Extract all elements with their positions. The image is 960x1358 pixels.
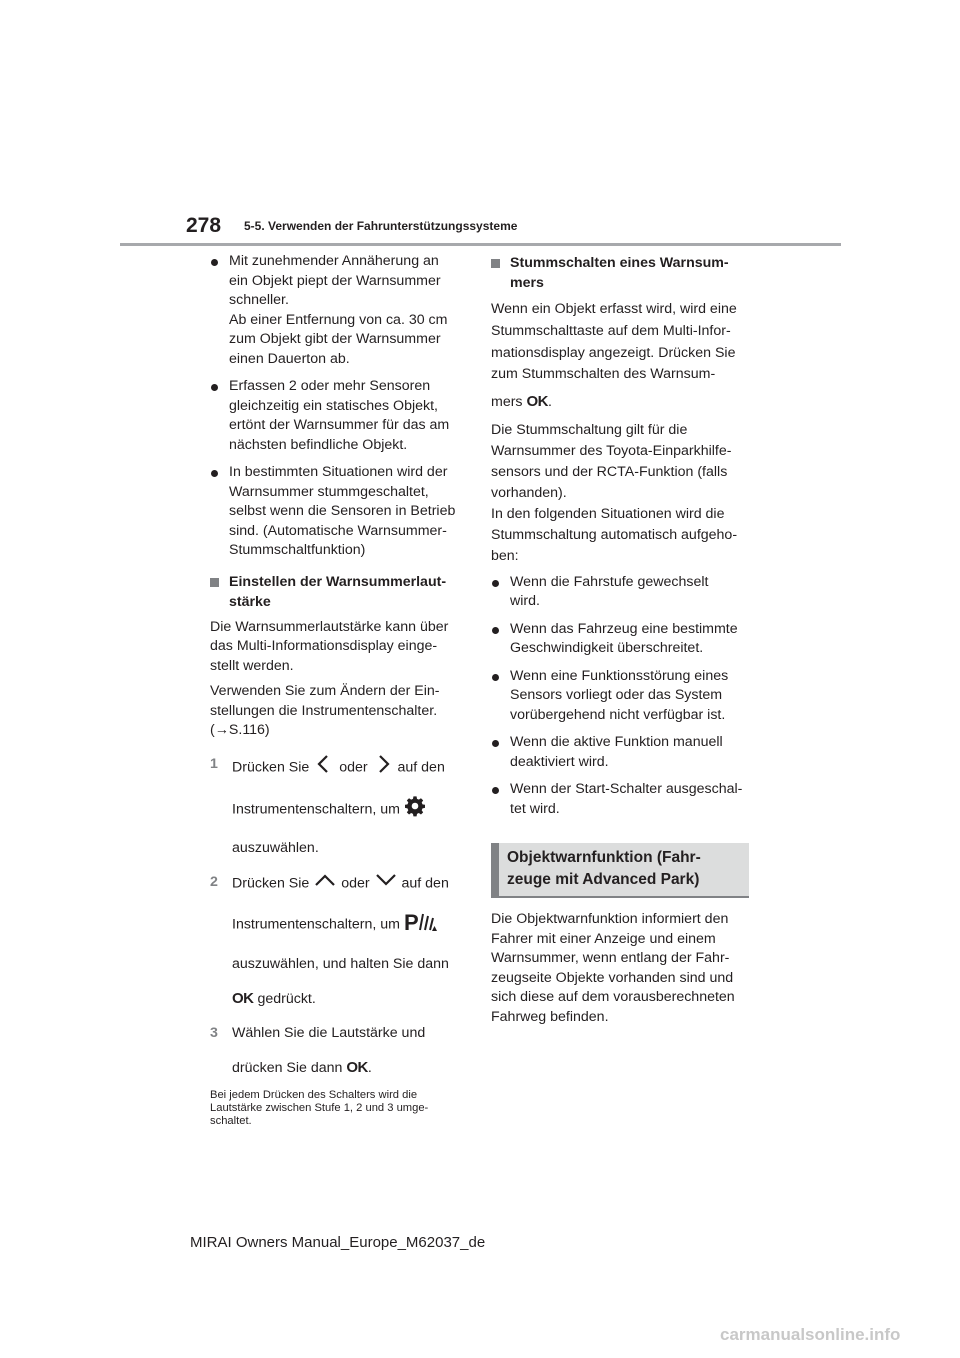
step-1: 1 Drücken Sie oder auf den Instrumentenschaltern, um auszuwählen. bbox=[210, 753, 465, 859]
bullet-dot bbox=[492, 787, 499, 794]
bullet-item: Wenn der Start-Schalter ausgeschal- tet wird. bbox=[491, 780, 749, 819]
ok-button-icon: OK bbox=[526, 393, 548, 411]
bullet-item: Mit zunehmender Annäherung an ein Objekt piept der Warnsummer schneller. Ab einer Entfernung von ca. 30 cm zum Objekt gibt der Warnsummer einen Dauerton ab. bbox=[210, 252, 465, 369]
bullet-dot bbox=[211, 259, 218, 266]
gear-icon bbox=[404, 795, 426, 824]
step-number: 1 bbox=[210, 755, 218, 772]
step-number: 3 bbox=[210, 1024, 218, 1041]
bullet-dot bbox=[211, 470, 218, 477]
watermark: carmanualsonline.info bbox=[720, 1325, 901, 1344]
bullet-item: Wenn eine Funktionsstörung eines Sensors vorliegt oder das System vorübergehend nicht verfügbar ist. bbox=[491, 667, 749, 726]
bullet-dot bbox=[492, 740, 499, 747]
right-column bbox=[491, 252, 749, 1033]
chevron-right-icon bbox=[372, 753, 394, 782]
ok-button-icon: OK bbox=[346, 1058, 368, 1076]
paragraph: Die Stummschaltung gilt für die Warnsummer des Toyota-Einparkhilfe- sensors und der RCTA-Funktion (falls vorhanden). In den folgenden Situationen wird die Stummschaltung automatisch aufgeho- ben: bbox=[491, 421, 738, 564]
subheading-mute: Stummschalten eines Warnsum- mers bbox=[491, 253, 749, 293]
bullet-dot bbox=[492, 580, 499, 587]
paragraph: Wenn ein Objekt erfasst wird, wird eine Stummschalttaste auf dem Multi-Infor- mationsdisplay angezeigt. Drücken Sie zum Stummschalten des Warnsum- mers OK. bbox=[491, 301, 737, 411]
square-bullet-icon bbox=[491, 259, 500, 268]
chevron-down-icon bbox=[374, 871, 398, 896]
note-text: Bei jedem Drücken des Schalters wird die Lautstärke zwischen Stufe 1, 2 und 3 umge- schaltet. bbox=[210, 1088, 429, 1127]
section-title: 5-5. Verwenden der Fahrunterstützungssysteme bbox=[244, 219, 518, 233]
parking-sensor-icon bbox=[404, 909, 438, 940]
page-number: 278 bbox=[186, 214, 222, 237]
paragraph: Die Objektwarnfunktion informiert den Fahrer mit einer Anzeige und einem Warnsummer, wenn entlang der Fahr- zeugseite Objekte vorhanden sind und sich diese auf dem vorausberechneten Fahrweg befinden. bbox=[491, 911, 735, 1025]
bullet-item: Wenn die Fahrstufe gewechselt wird. bbox=[491, 573, 749, 612]
square-bullet-icon bbox=[210, 578, 219, 587]
paragraph: Die Warnsummerlautstärke kann über das Multi-Informationsdisplay einge- stellt werden. bbox=[210, 618, 449, 674]
footer-text: MIRAI Owners Manual_Europe_M62037_de bbox=[190, 1234, 486, 1251]
left-column bbox=[210, 252, 465, 1128]
bullet-item: Wenn die aktive Funktion manuell deaktiviert wird. bbox=[491, 733, 749, 772]
ok-button-icon: OK bbox=[232, 989, 254, 1007]
step-2: 2 Drücken Sie oder auf den Instrumentenschaltern, um P auszuwählen, und halten Sie dann OK gedrückt. bbox=[210, 871, 465, 1010]
chevron-up-icon bbox=[313, 871, 337, 896]
bullet-item: In bestimmten Situationen wird der Warnsummer stummgeschaltet, selbst wenn die Sensoren in Betrieb sind. (Automatische Warnsummer- Stummschaltfunktion) bbox=[210, 463, 465, 561]
bullet-dot bbox=[492, 627, 499, 634]
bullet-item: Wenn das Fahrzeug eine bestimmte Geschwindigkeit überschreitet. bbox=[491, 620, 749, 659]
step-number: 2 bbox=[210, 873, 218, 890]
svg-text:P: P bbox=[403, 909, 419, 933]
bullet-dot bbox=[492, 674, 499, 681]
page-reference: (→S.116) bbox=[210, 722, 270, 738]
bullet-item: Erfassen 2 oder mehr Sensoren gleichzeitig ein statisches Objekt, ertönt der Warnsummer für das am nächsten befindliche Objekt. bbox=[210, 377, 465, 455]
header-divider bbox=[120, 243, 841, 246]
paragraph: Verwenden Sie zum Ändern der Ein- stellungen die Instrumentenschalter. (→S.116) bbox=[210, 683, 440, 738]
bullet-dot bbox=[211, 384, 218, 391]
section-heading-box: Objektwarnfunktion (Fahr- zeuge mit Advanced Park) bbox=[491, 843, 749, 898]
subheading-volume: Einstellen der Warnsummerlaut- stärke bbox=[210, 572, 465, 612]
step-3: 3 Wählen Sie die Lautstärke und drücken Sie dann OK. bbox=[210, 1022, 465, 1079]
chevron-left-icon bbox=[313, 753, 335, 782]
